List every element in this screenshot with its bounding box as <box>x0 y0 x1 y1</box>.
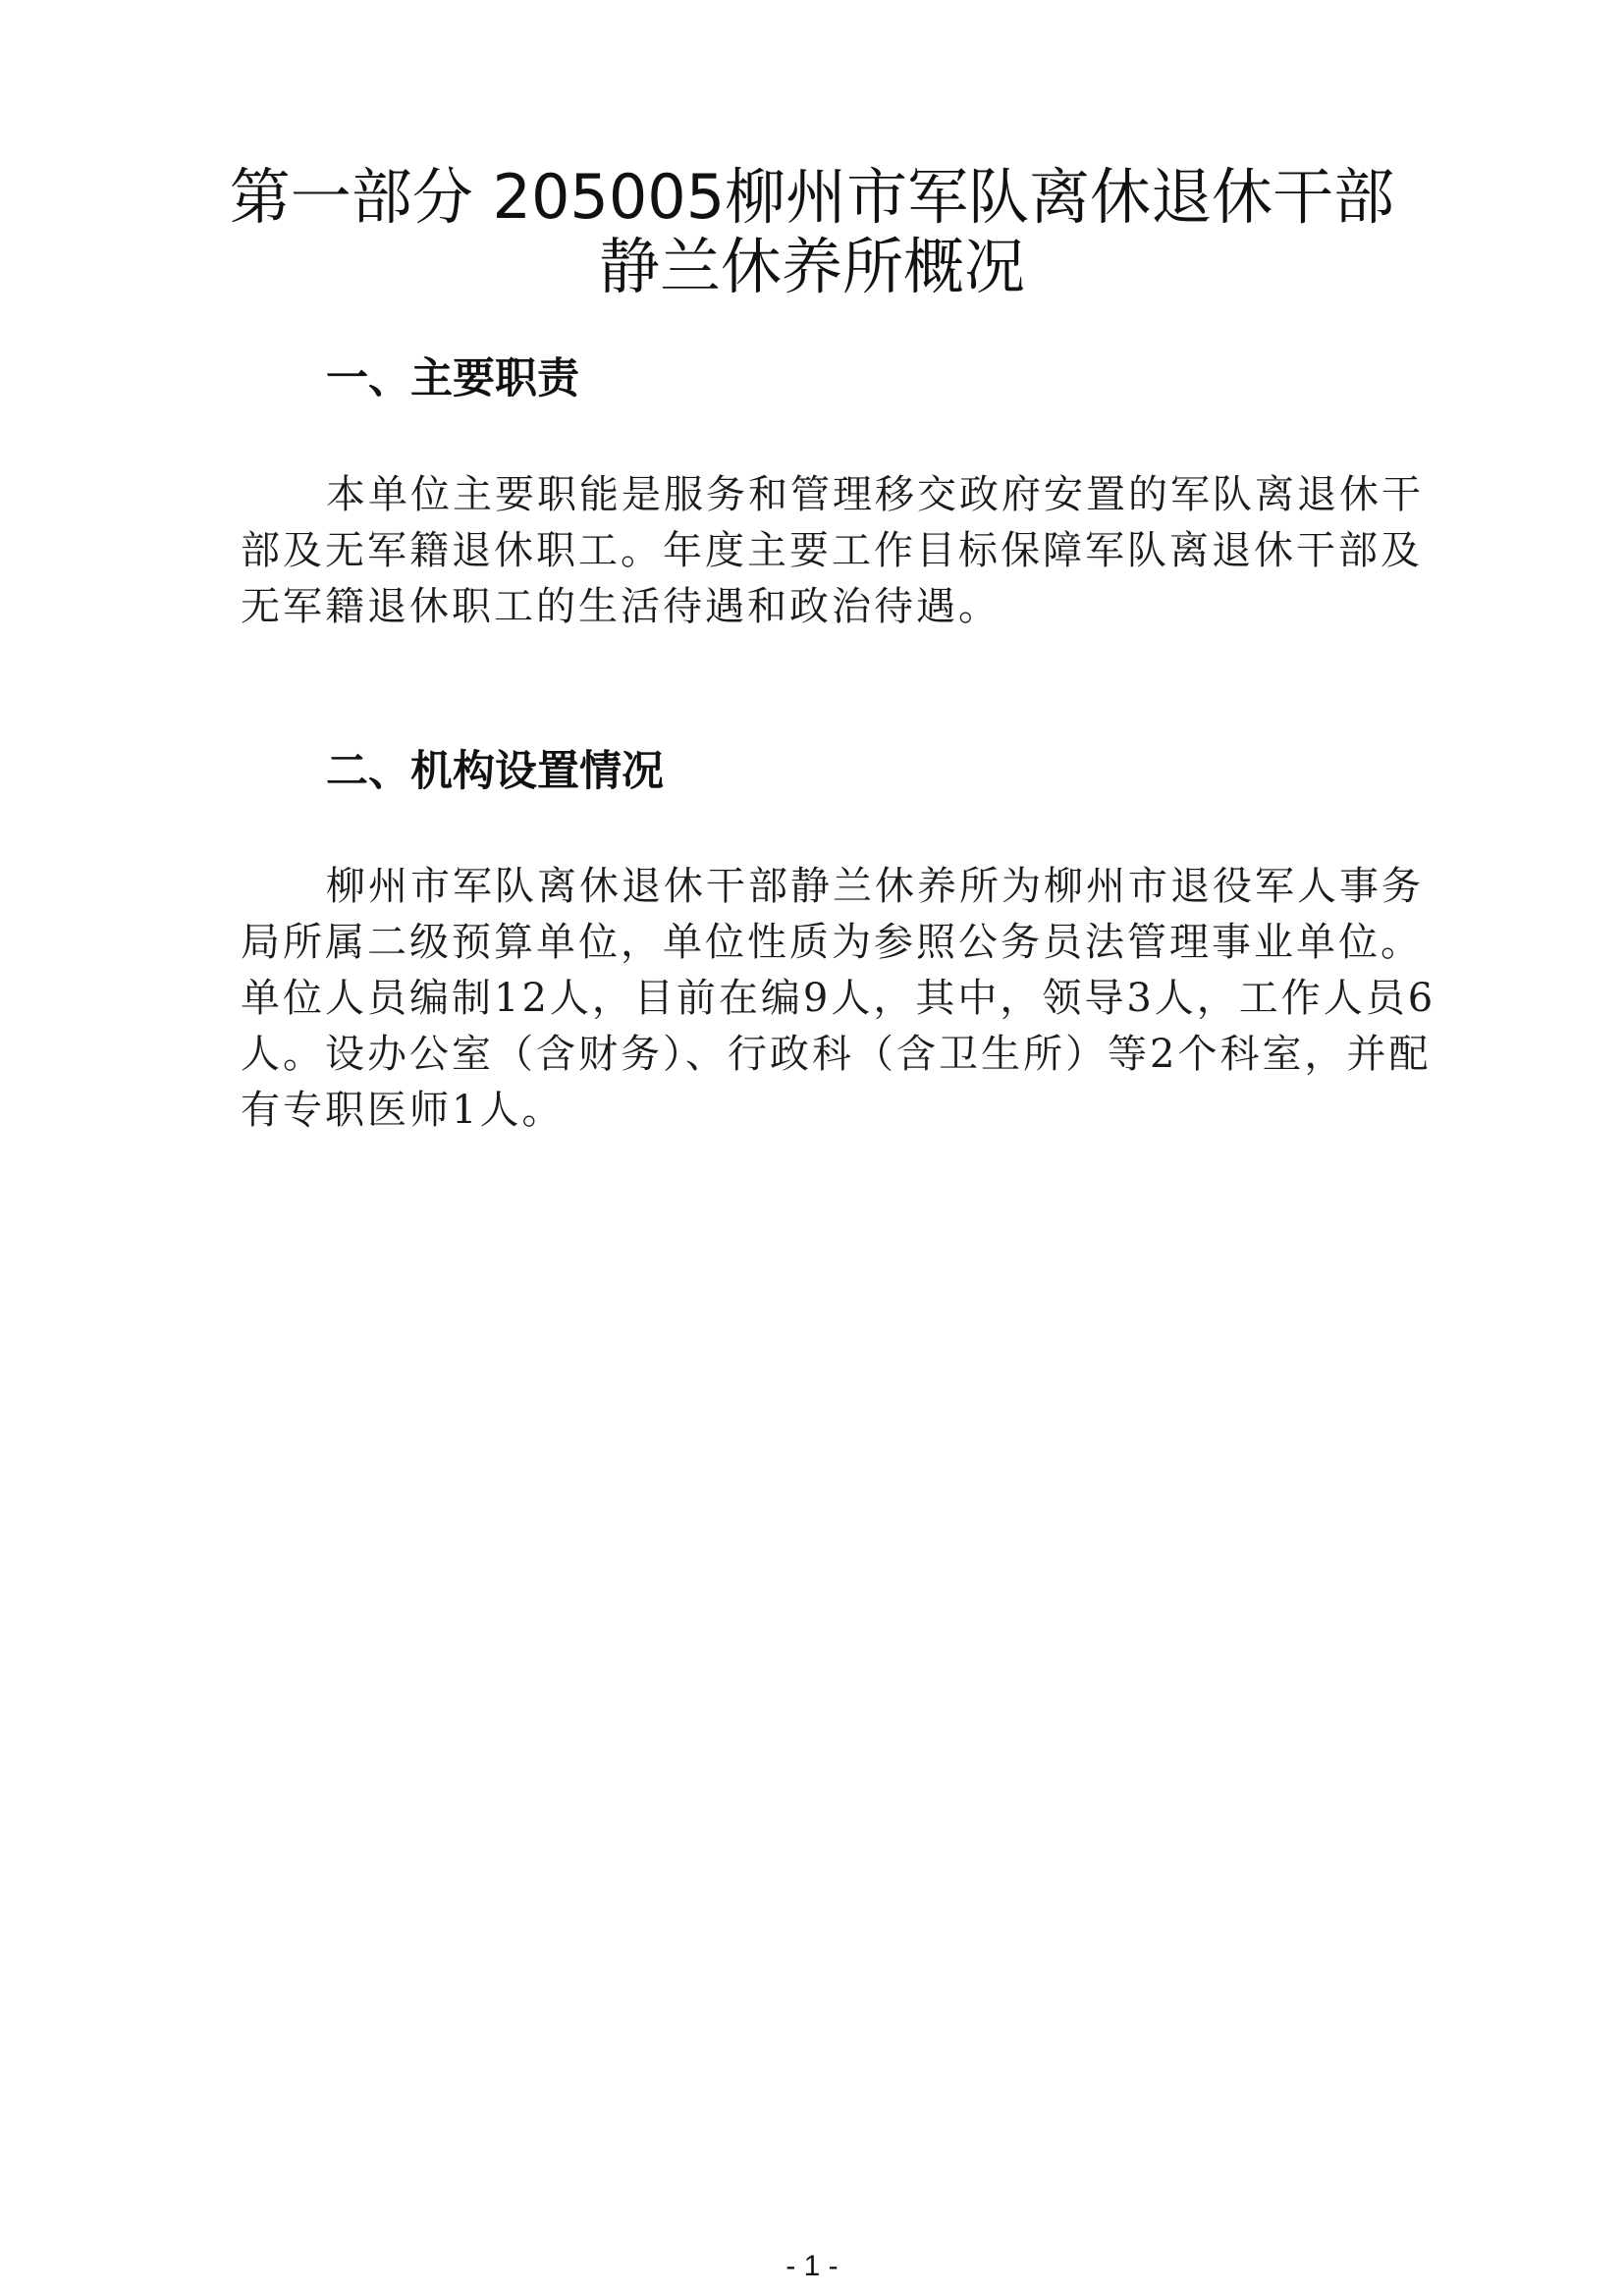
paragraph-line: 部及无军籍退休职工。年度主要工作目标保障军队离退休干部及 <box>241 528 1423 573</box>
paragraph-line: 无军籍退休职工的生活待遇和政治待遇。 <box>241 584 1001 629</box>
section-paragraph-organization <box>241 859 1436 1139</box>
paragraph-line: 本单位主要职能是服务和管理移交政府安置的军队离退休干 <box>326 472 1424 517</box>
paragraph-line: 有专职医师1人。 <box>241 1088 565 1133</box>
paragraph-line: 局所属二级预算单位，单位性质为参照公务员法管理事业单位。 <box>241 920 1423 965</box>
paragraph-line: 人。设办公室（含财务）、行政科（含卫生所）等2个科室，并配 <box>241 1032 1432 1077</box>
page-title-line-2: 静兰休养所概况 <box>598 231 1025 302</box>
section-paragraph-duties <box>241 467 1424 635</box>
section-heading-duties: 一、主要职责 <box>326 354 579 403</box>
page-title-line-1: 第一部分 205005柳州市军队离休退休干部 <box>229 161 1395 233</box>
paragraph-line: 柳州市军队离休退休干部静兰休养所为柳州市退役军人事务 <box>326 864 1424 909</box>
section-heading-organization: 二、机构设置情况 <box>326 747 664 796</box>
page-number: - 1 - <box>785 2250 839 2282</box>
paragraph-line: 单位人员编制12人，目前在编9人，其中，领导3人，工作人员6 <box>241 976 1436 1021</box>
